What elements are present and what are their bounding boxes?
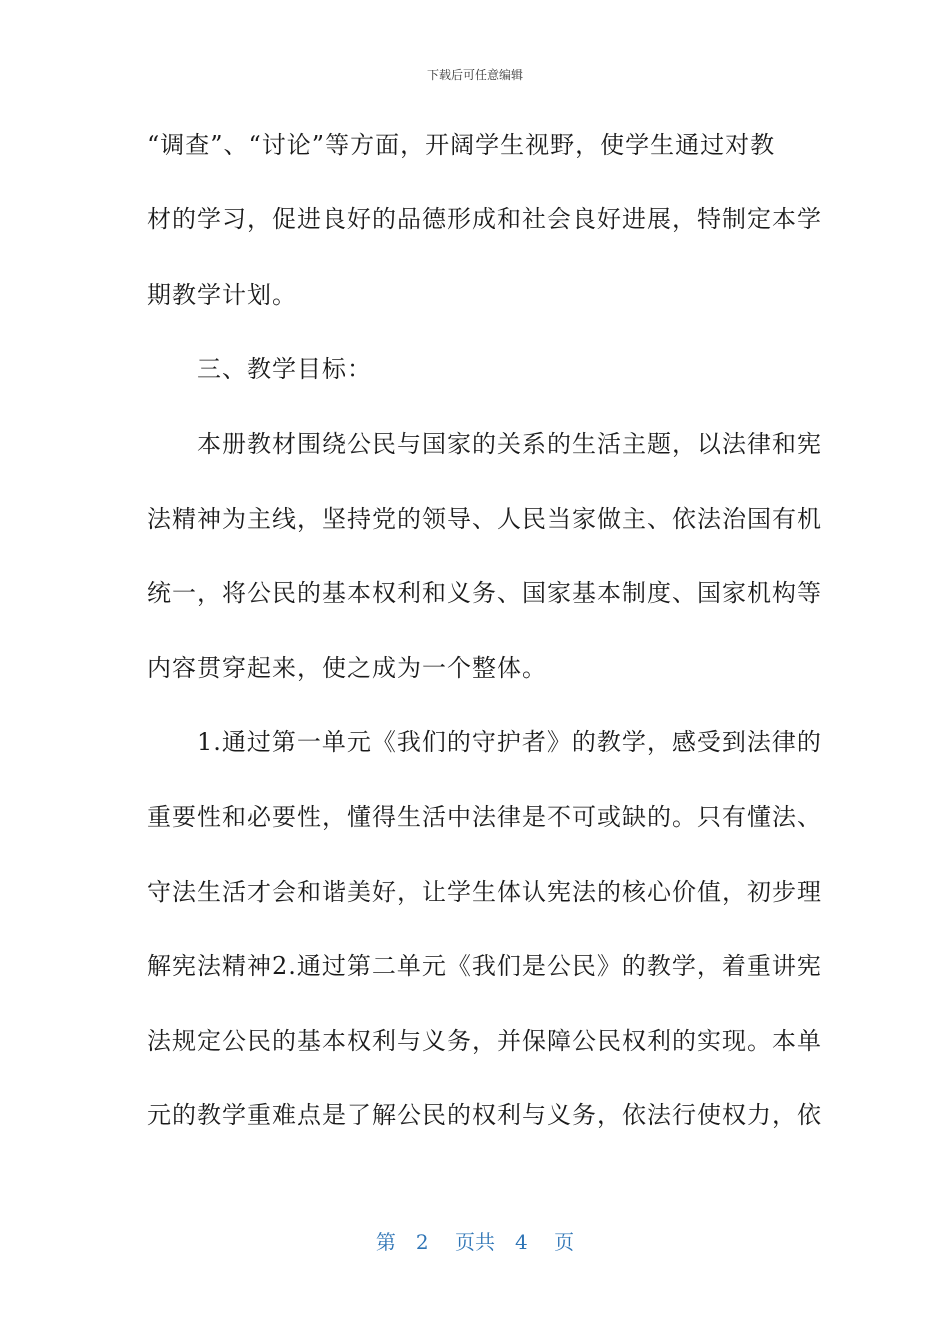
page-number-footer: 第 2 页共 4 页 — [375, 1230, 575, 1254]
body-line: 1.通过第一单元《我们的守护者》的教学，感受到法律的 — [147, 728, 822, 756]
body-line: 法精神为主线，坚持党的领导、人民当家做主、依法治国有机 — [147, 505, 822, 533]
body-line: 期教学计划。 — [147, 281, 297, 309]
section-heading: 三、教学目标： — [147, 355, 372, 383]
body-line: 守法生活才会和谐美好，让学生体认宪法的核心价值，初步理 — [147, 878, 822, 906]
body-line: 解宪法精神2.通过第二单元《我们是公民》的教学，着重讲宪 — [147, 952, 822, 980]
body-line: 元的教学重难点是了解公民的权利与义务，依法行使权力，依 — [147, 1101, 822, 1129]
body-line: 重要性和必要性，懂得生活中法律是不可或缺的。只有懂法、 — [147, 803, 822, 831]
page-header: 下载后可任意编辑 — [426, 68, 523, 82]
body-line: 内容贯穿起来，使之成为一个整体。 — [147, 654, 547, 682]
body-line: 本册教材围绕公民与国家的关系的生活主题，以法律和宪 — [147, 430, 822, 458]
body-line: “调查”、“讨论”等方面，开阔学生视野，使学生通过对教 — [147, 131, 776, 159]
body-line: 材的学习，促进良好的品德形成和社会良好进展，特制定本学 — [147, 205, 822, 233]
body-line: 统一，将公民的基本权利和义务、国家基本制度、国家机构等 — [147, 579, 822, 607]
body-line: 法规定公民的基本权利与义务，并保障公民权利的实现。本单 — [147, 1027, 822, 1055]
